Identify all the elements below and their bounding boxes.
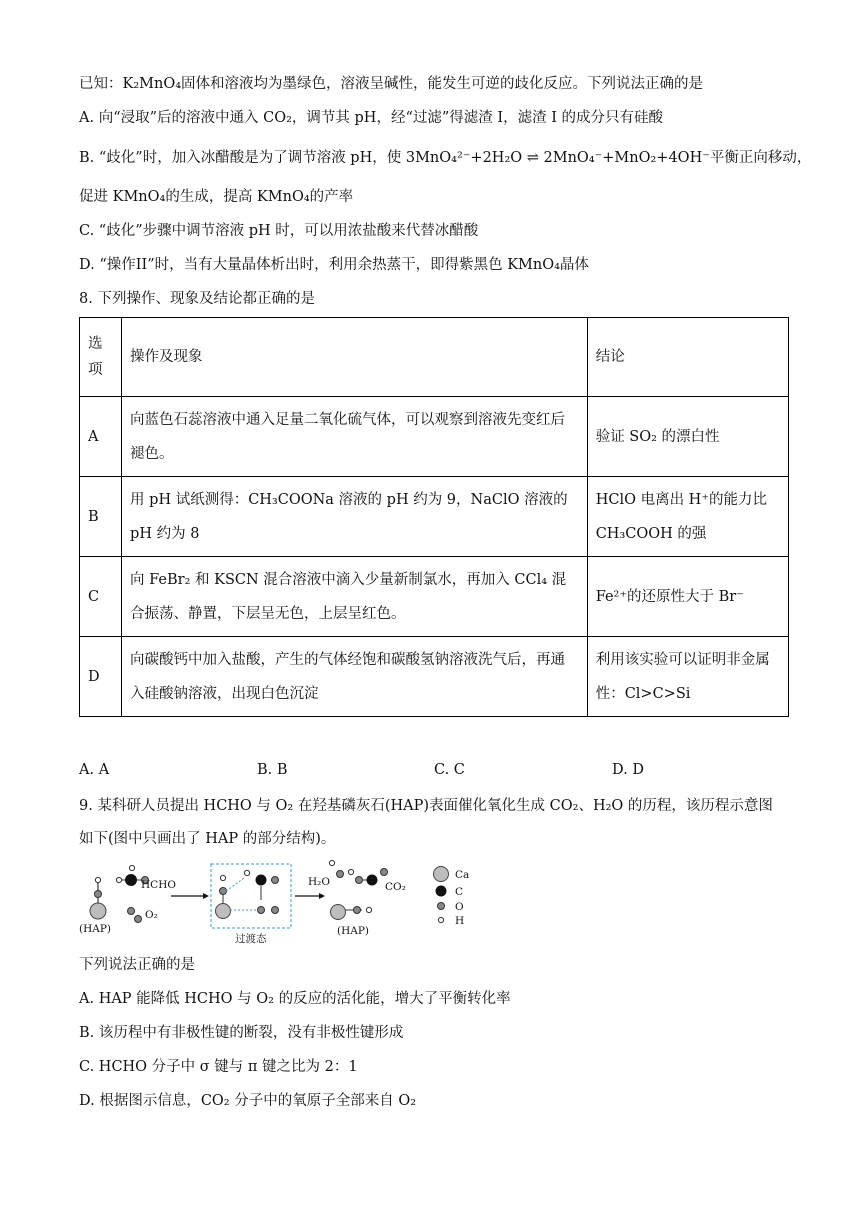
row-operation: 向蓝色石蕊溶液中通入足量二氧化硫气体，可以观察到溶液先变红后褪色。: [122, 397, 588, 477]
answer-a: A. A: [79, 762, 110, 778]
q8-stem: 8. 下列操作、现象及结论都正确的是: [79, 291, 315, 307]
q7-option-c: C. “歧化”步骤中调节溶液 pH 时，可以用浓盐酸来代替冰醋酸: [79, 223, 479, 239]
table-row: [80, 397, 789, 477]
answer-b: B. B: [257, 762, 288, 778]
table-header-row: [80, 318, 789, 397]
label-o2: O₂: [145, 909, 158, 921]
ca-atom: [90, 903, 106, 919]
row-conclusion: 验证 SO₂ 的漂白性: [587, 397, 788, 477]
table-row: [80, 477, 789, 557]
table-row: [80, 557, 789, 637]
q8-table: [79, 317, 789, 717]
o-atom: [95, 891, 102, 898]
row-operation: 向碳酸钙中加入盐酸，产生的气体经饱和碳酸氢钠溶液洗气后，再通入硅酸钠溶液，出现白色沉淀: [122, 637, 588, 717]
row-option: C: [80, 557, 122, 637]
row-option: B: [80, 477, 122, 557]
q9-option-d: D. 根据图示信息，CO₂ 分子中的氧原子全部来自 O₂: [79, 1093, 417, 1109]
q7-option-b: B. “歧化”时，加入冰醋酸是为了调节溶液 pH，使 3MnO₄²⁻+2H₂O ⇌ 2MnO₄⁻+MnO₂+4OH⁻平衡正向移动，: [79, 150, 812, 166]
h-atom: [95, 877, 100, 882]
q7-option-b-cont: 促进 KMnO₄的生成，提高 KMnO₄的产率: [79, 189, 354, 205]
row-conclusion: HClO 电离出 H⁺的能力比 CH₃COOH 的强: [587, 477, 788, 557]
header-operation: 操作及现象: [122, 318, 588, 397]
q7-option-a: A. 向“浸取”后的溶液中通入 CO₂，调节其 pH，经“过滤”得滤渣 I，滤渣 I 的成分只有硅酸: [79, 110, 664, 126]
row-option: A: [80, 397, 122, 477]
row-conclusion: Fe²⁺的还原性大于 Br⁻: [587, 557, 788, 637]
row-option: D: [80, 637, 122, 717]
legend-c: C: [455, 886, 464, 898]
c-atom: [126, 875, 137, 886]
label-hap-left: (HAP): [79, 923, 111, 935]
q9-option-b: B. 该历程中有非极性键的断裂，没有非极性键形成: [79, 1025, 404, 1041]
q9-stem-line2: 如下(图中只画出了 HAP 的部分结构)。: [79, 831, 336, 847]
legend-ca: Ca: [455, 869, 470, 881]
label-co2: CO₂: [385, 881, 406, 893]
q7-option-d: D. “操作II”时，当有大量晶体析出时，利用余热蒸干，即得紫黑色 KMnO₄晶体: [79, 257, 589, 273]
label-hcho: HCHO: [141, 879, 176, 891]
q9-stem-line1: 9. 某科研人员提出 HCHO 与 O₂ 在羟基磷灰石(HAP)表面催化氧化生成 CO₂、H₂O 的历程，该历程示意图: [79, 798, 773, 814]
q7-intro: 已知：K₂MnO₄固体和溶液均为墨绿色，溶液呈碱性，能发生可逆的歧化反应。下列说法正确的是: [79, 76, 704, 92]
q9-option-c: C. HCHO 分子中 σ 键与 π 键之比为 2：1: [79, 1059, 358, 1075]
label-hap-right: (HAP): [337, 925, 369, 937]
label-h2o: H₂O: [308, 876, 330, 888]
label-transition-state: 过渡态: [235, 933, 267, 945]
q9-question: 下列说法正确的是: [79, 957, 195, 973]
reaction-mechanism-diagram: [79, 858, 489, 948]
header-conclusion: 结论: [587, 318, 788, 397]
legend-o: O: [455, 901, 464, 913]
arrow-icon: [203, 893, 209, 899]
table-row: [80, 637, 789, 717]
legend-h: H: [455, 915, 465, 927]
answer-d: D. D: [612, 762, 644, 778]
q9-option-a: A. HAP 能降低 HCHO 与 O₂ 的反应的活化能，增大了平衡转化率: [79, 991, 511, 1007]
row-operation: 向 FeBr₂ 和 KSCN 混合溶液中滴入少量新制氯水，再加入 CCl₄ 混合振荡、静置，下层呈无色，上层呈红色。: [122, 557, 588, 637]
row-operation: 用 pH 试纸测得：CH₃COONa 溶液的 pH 约为 9，NaClO 溶液的 pH 约为 8: [122, 477, 588, 557]
header-option: 选项: [80, 318, 122, 397]
row-conclusion: 利用该实验可以证明非金属性：Cl>C>Si: [587, 637, 788, 717]
arrow-icon: [319, 893, 325, 899]
answer-c: C. C: [434, 762, 465, 778]
